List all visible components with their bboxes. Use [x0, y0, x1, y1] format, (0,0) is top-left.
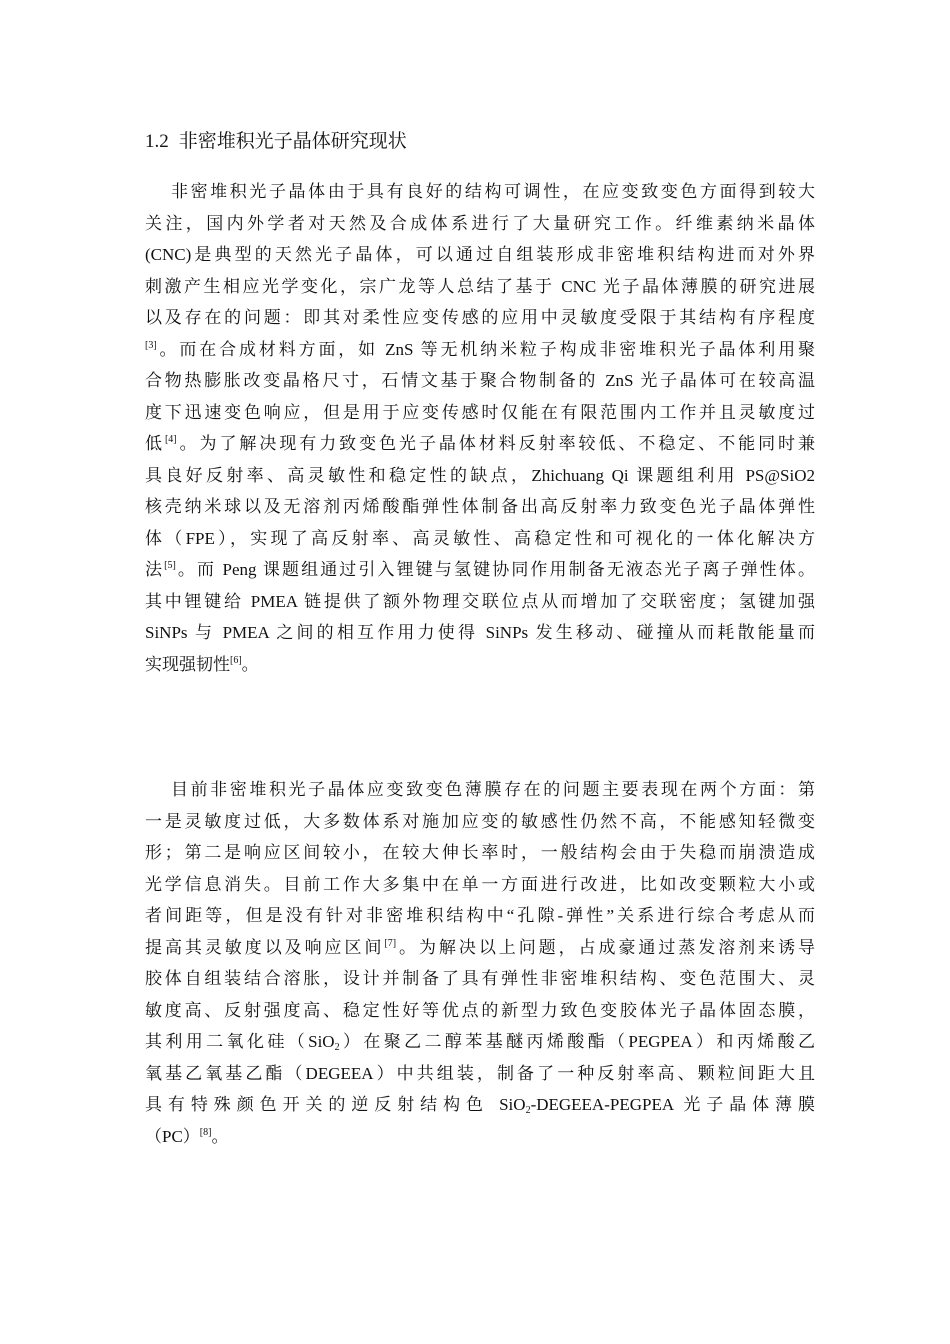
text-line: 光学信息消失。目前工作大多集中在单一方面进行改进，比如改变颗粒大小或	[145, 874, 815, 894]
text-line: 氧基乙氧基乙酯（DEGEEA）中共组装，制备了一种反射率高、颗粒间距大且	[145, 1063, 815, 1083]
section-heading	[145, 128, 407, 156]
text-line: [3]。而在合成材料方面，如 ZnS 等无机纳米粒子构成非密堆积光子晶体利用聚	[145, 339, 815, 359]
text-line: 其利用二氧化硅（SiO$_2$）在聚乙二醇苯基醚丙烯酸酯（PEGPEA）和丙烯酸乙	[145, 1032, 815, 1053]
text-line: 非密堆积光子晶体由于具有良好的结构可调性，在应变致变色方面得到较大	[171, 182, 815, 201]
text-line: 核壳纳米球以及无溶剂丙烯酸酯弹性体制备出高反射率力致变色光子晶体弹性	[145, 497, 815, 516]
subscript: 2	[525, 1105, 531, 1116]
text-line: （PC）[8]。	[145, 1126, 229, 1146]
citation-marker: [4]	[164, 434, 177, 445]
citation-marker: [8]	[199, 1126, 212, 1138]
text-line: 关注，国内外学者对天然及合成体系进行了大量研究工作。纤维素纳米晶体	[145, 213, 815, 233]
text-line: 法[5]。而 Peng 课题组通过引入锂键与氢键协同作用制备无液态光子离子弹性体。	[145, 560, 815, 579]
text-line: (CNC)是典型的天然光子晶体，可以通过自组装形成非密堆积结构进而对外界	[145, 245, 815, 264]
text-line: 度下迅速变色响应，但是用于应变传感时仅能在有限范围内工作并且灵敏度过	[145, 402, 815, 422]
section-title: 非密堆积光子晶体研究现状	[178, 131, 407, 152]
text-line: 实现强韧性[6]。	[145, 654, 259, 674]
text-line: 具有特殊颜色开关的逆反射结构色 SiO$_2$-DEGEEA-PEGPEA 光子晶体薄膜	[145, 1095, 815, 1116]
citation-marker: [6]	[230, 654, 242, 666]
citation-marker: [5]	[164, 560, 176, 571]
text-line: 目前非密堆积光子晶体应变致变色薄膜存在的问题主要表现在两个方面：第	[171, 780, 815, 799]
text-line: 一是灵敏度过低，大多数体系对施加应变的敏感性仍然不高，不能感知轻微变	[145, 811, 815, 831]
text-line: 合物热膨胀改变晶格尺寸，石情文基于聚合物制备的 ZnS 光子晶体可在较高温	[145, 371, 815, 390]
text-line: 形；第二是响应区间较小，在较大伸长率时，一般结构会由于失稳而崩溃造成	[145, 843, 815, 862]
text-line: 刺激产生相应光学变化，宗广龙等人总结了基于 CNC 光子晶体薄膜的研究进展	[145, 276, 815, 296]
text-line: 敏度高、反射强度高、稳定性好等优点的新型力致色变胶体光子晶体固态膜，	[145, 1000, 815, 1020]
text-line: 以及存在的问题：即其对柔性应变传感的应用中灵敏度受限于其结构有序程度	[145, 308, 815, 327]
paragraph-1	[145, 176, 815, 680]
citation-marker: [3]	[145, 339, 157, 351]
text-line: 提高其灵敏度以及响应区间[7]。为解决以上问题，占成豪通过蒸发溶剂来诱导	[145, 937, 815, 957]
text-line: 具良好反射率、高灵敏性和稳定性的缺点，Zhichuang Qi 课题组利用 PS@SiO2	[145, 465, 815, 485]
section-number: 1.2	[145, 131, 169, 152]
text-line: 其中锂键给 PMEA 链提供了额外物理交联位点从而增加了交联密度；氢键加强	[145, 591, 815, 611]
citation-marker: [7]	[384, 937, 397, 949]
text-line: 者间距等，但是没有针对非密堆积结构中“孔隙-弹性”关系进行综合考虑从而	[145, 906, 815, 925]
paragraph-2	[145, 774, 815, 1152]
subscript: 2	[334, 1042, 340, 1053]
text-line: 胶体自组装结合溶胀，设计并制备了具有弹性非密堆积结构、变色范围大、灵	[145, 969, 815, 988]
text-line: 低[4]。为了解决现有力致变色光子晶体材料反射率较低、不稳定、不能同时兼	[145, 434, 815, 453]
text-line: SiNPs 与 PMEA 之间的相互作用力使得 SiNPs 发生移动、碰撞从而耗散能量而	[145, 623, 815, 642]
text-line: 体（FPE），实现了高反射率、高灵敏性、高稳定性和可视化的一体化解决方	[145, 528, 815, 548]
